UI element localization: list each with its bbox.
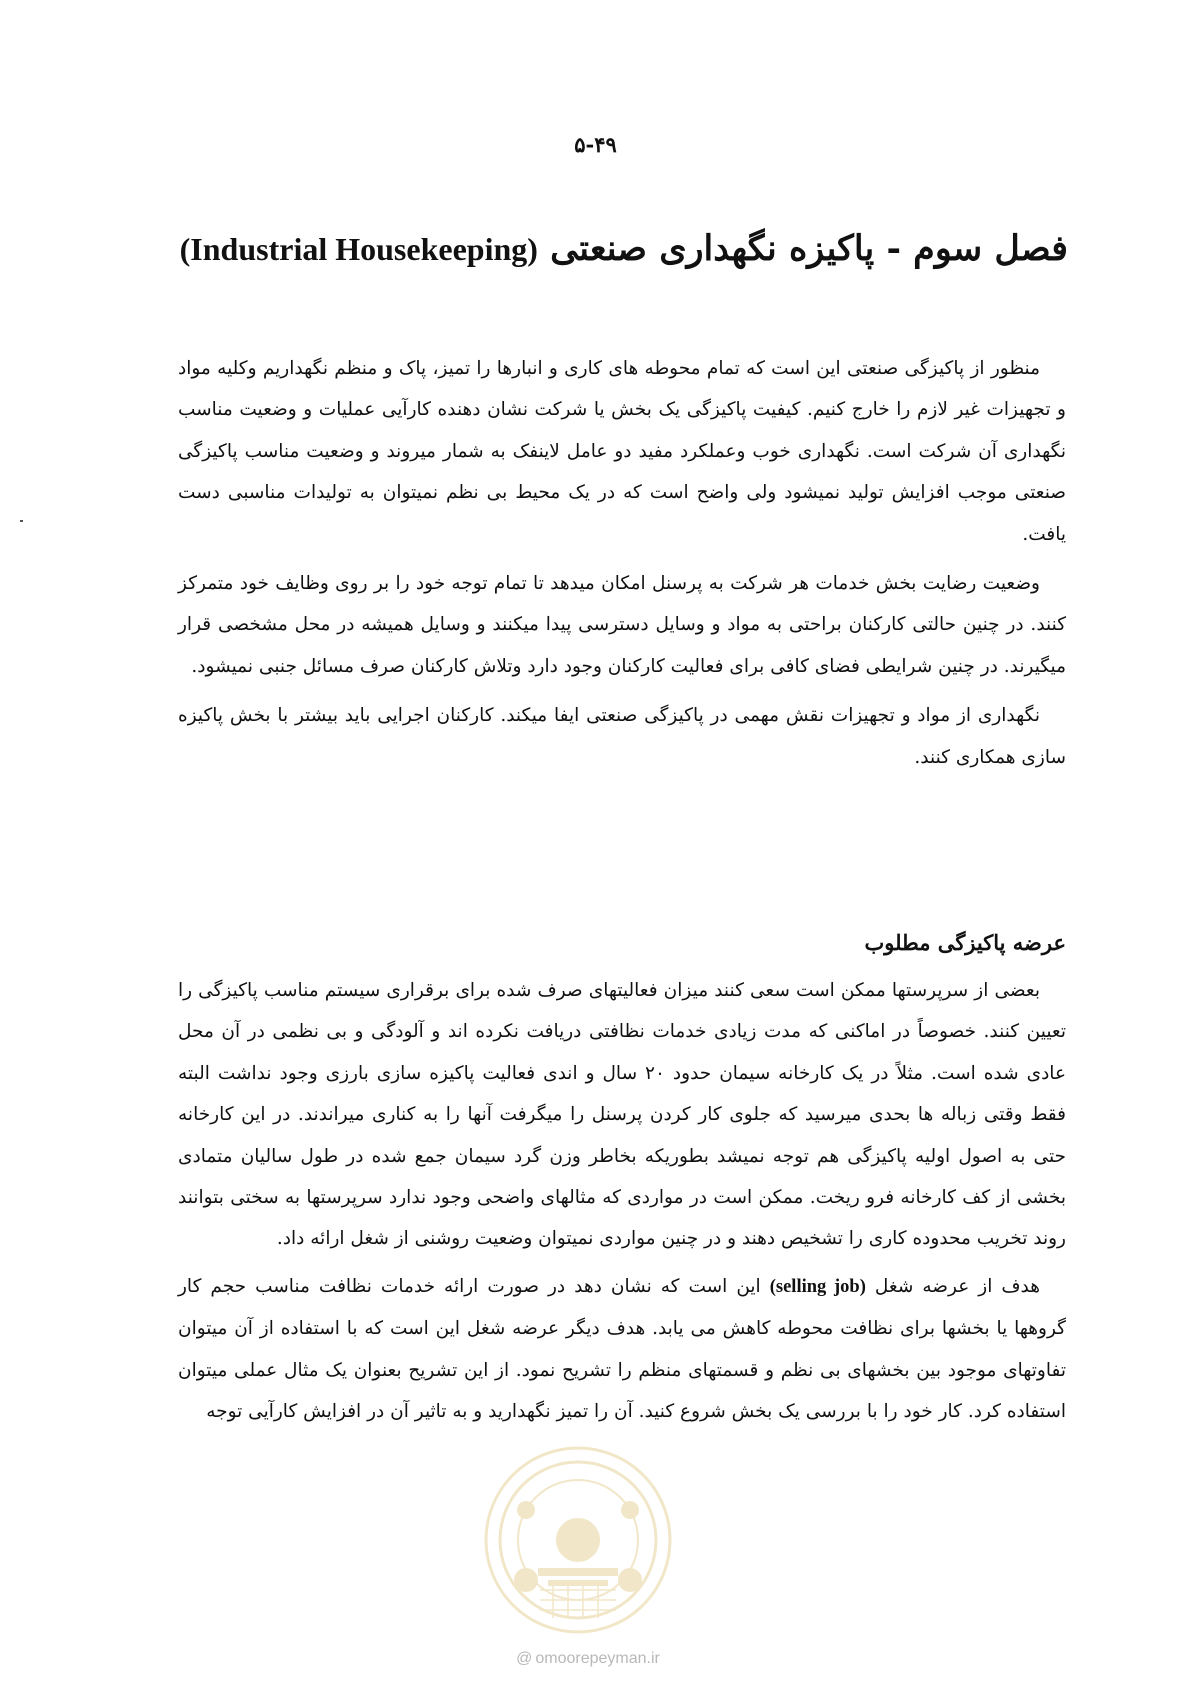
intro-paragraph-1: منظور از پاکیزگی صنعتی این است که تمام محوطه های کاری و انبارها را تمیز، پاک و منظم نگهداریم وکلیه مواد و تجهیزات غیر لازم را خارج کنیم. کیفیت پاکیزگی یک بخش یا شرکت نشان دهنده کارآیی عملیات و وضعیت مناسب نگهداری آن شرکت است. نگهداری خوب وعملکرد مفید دو عامل لاینفک به شمار میروند و وضعیت مناسب پاکیزگی صنعتی موجب افزایش تولید نمیشود ولی واضح است که در یک محیط بی نظم نمیتوان به تولیدات مناسبی دست یافت. — [178, 358, 1066, 545]
scan-speck — [20, 520, 23, 522]
intro-paragraph-2: وضعیت رضایت بخش خدمات هر شرکت به پرسنل امکان میدهد تا تمام توجه خود را بر روی وظایف خود متمرکز کنند. در چنین حالتی کارکنان براحتی به مواد و وسایل دسترسی پیدا میکنند و وسایل همیشه در محل مشخصی قرار میگیرند. در چنین شرایطی فضای کافی برای فعالیت کارکنان وجود دارد وتلاش کارکنان صرف مسائل جنبی نمیشود. — [178, 573, 1066, 677]
section-text — [178, 970, 1066, 1432]
section-heading: عرضه پاکیزگی مطلوب — [864, 930, 1066, 955]
chapter-title-persian: فصل سوم - پاکیزه نگهداری صنعتی — [550, 228, 1068, 269]
section-paragraph-1: بعضی از سرپرستها ممکن است سعی کنند میزان فعالیتهای صرف شده برای برقراری سیستم مناسب پاکیزگی را تعیین کنند. خصوصاً در اماکنی که مدت زیادی خدمات نظافتی دریافت نکرده اند و آلودگی و بی نظمی در آن محل عادی شده است. مثلاً در یک کارخانه سیمان حدود ۲۰ سال و اندی فعالیت پاکیزه سازی بارزی وجود نداشت البته فقط وقتی زباله ها بحدی میرسید که جلوی کار کردن پرسنل را میگرفت آنها را به کناری میراندند. در این کارخانه حتی به اصول اولیه پاکیزگی هم توجه نمیشد بطوریکه بخاطر وزن گرد سیمان جمع شده در طول سالیان متمادی بخشی از کف کارخانه فرو ریخت. ممکن است در مواردی که مثالهای واضحی وجود ندارد سرپرستها به سختی بتوانند روند تخریب محدوده کاری را تشخیص دهند و در چنین مواردی نمیتوان وضعیت روشنی از شغل ارائه داد. — [178, 980, 1066, 1250]
selling-job-english-term: (selling job) — [769, 1276, 866, 1297]
intro-paragraph-3: نگهداری از مواد و تجهیزات نقش مهمی در پاکیزگی صنعتی ایفا میکند. کارکنان اجرایی باید بیشتر با بخش پاکیزه سازی همکاری کنند. — [178, 705, 1066, 768]
intro-text — [178, 348, 1066, 778]
chapter-title — [178, 228, 1068, 270]
selling-job-intro: هدف از عرضه شغل — [874, 1275, 1040, 1297]
watermark-seal-logo — [478, 1440, 678, 1640]
chapter-title-english: (Industrial Housekeeping) — [179, 231, 538, 267]
at-sign-icon: @ — [516, 1650, 533, 1667]
page-number: ۵-۴۹ — [574, 132, 617, 157]
section-paragraph-2 — [178, 1266, 1066, 1433]
selling-job-body: این است که نشان دهد در صورت ارائه خدمات نظافت مناسب حجم کار گروهها یا بخشها برای نظافت محوطه کاهش می یابد. هدف دیگر عرضه شغل این است که با استفاده از آن میتوان تفاوتهای موجود بین بخشهای بی نظم و قسمتهای منظم را تشریح نمود. از این تشریح بعنوان یک مثال عملی میتوان استفاده کرد. کار خود را با بررسی یک بخش شروع کنید. آن را تمیز نگهدارید و به تاثیر آن در افزایش کارآیی توجه — [178, 1275, 1066, 1423]
watermark-url: @ omoorepeyman.ir — [516, 1650, 660, 1667]
